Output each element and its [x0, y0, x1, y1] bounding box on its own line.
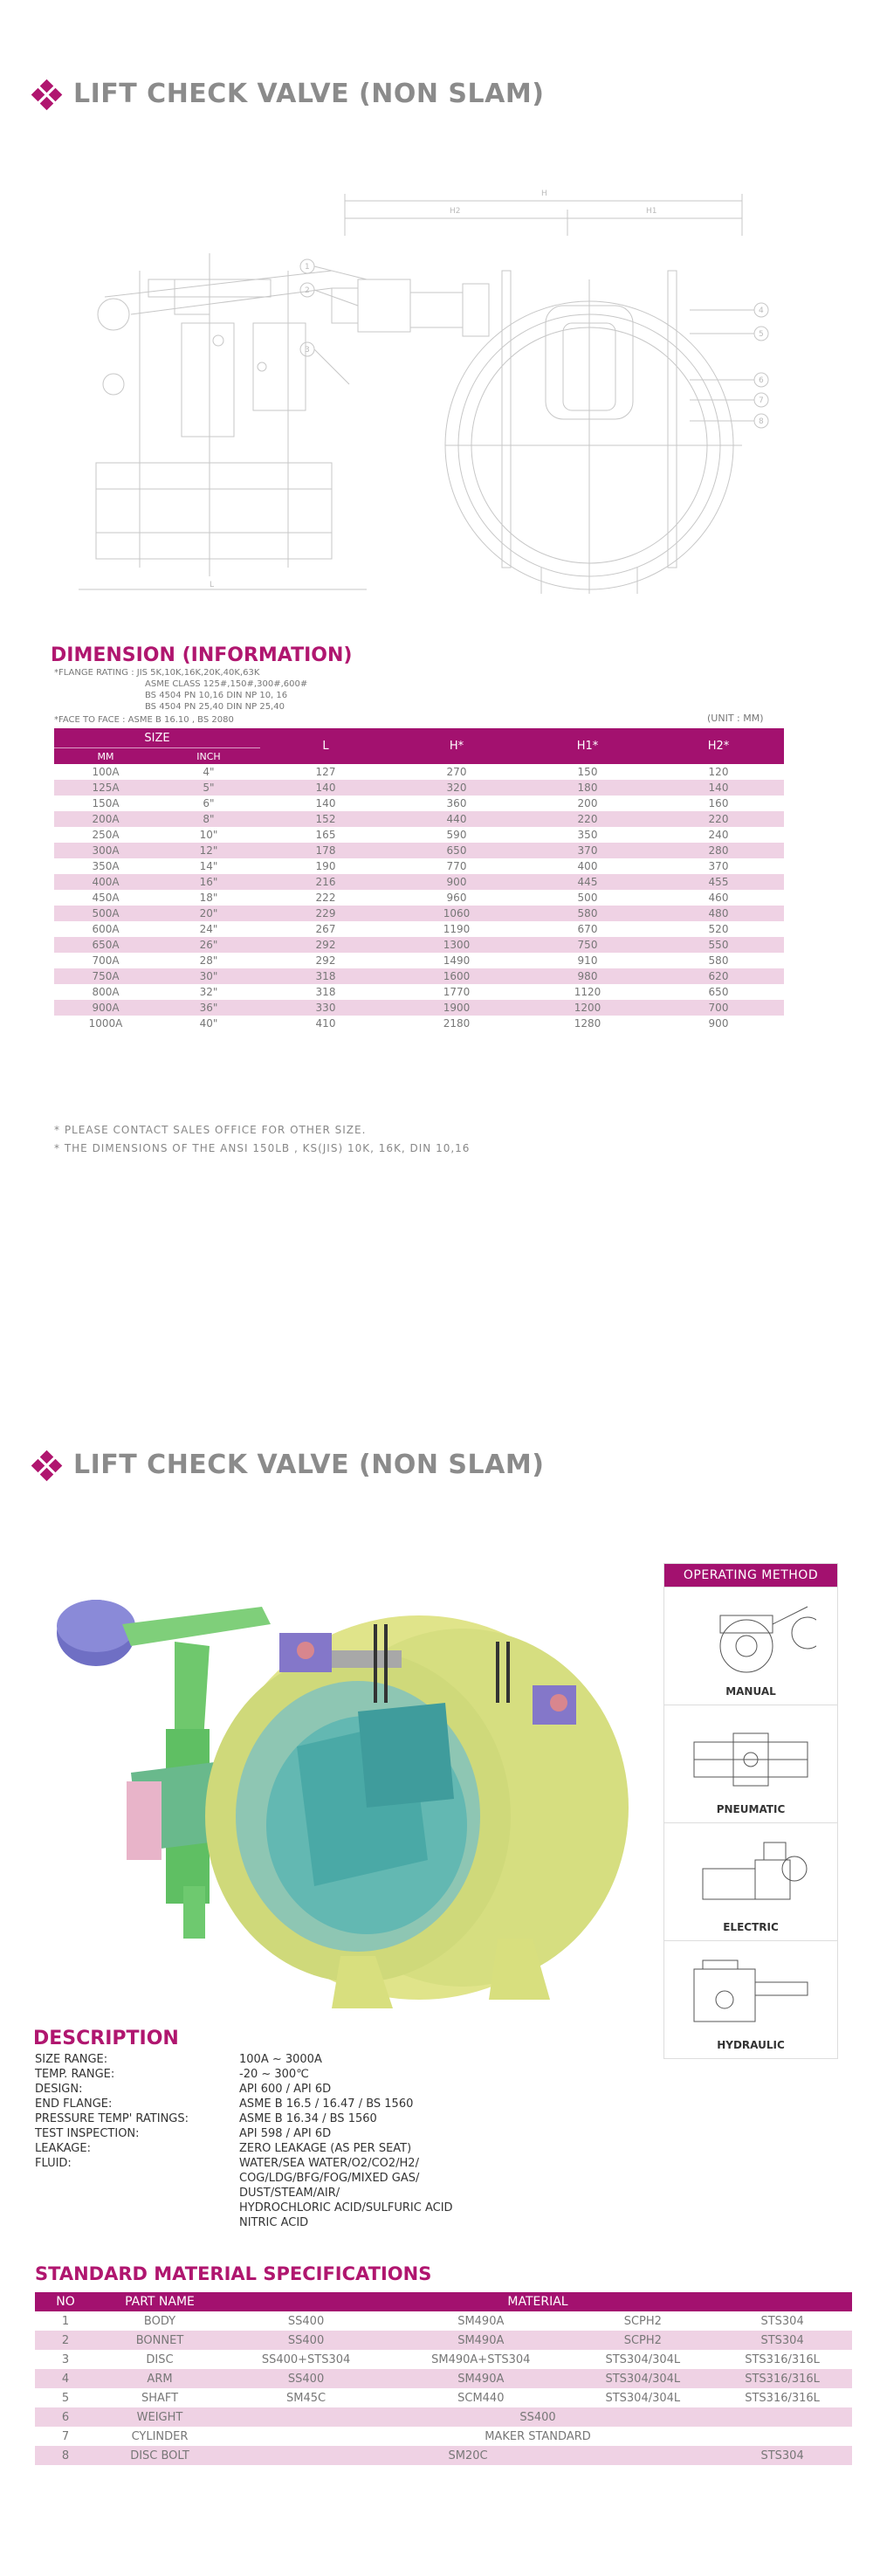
table-row [54, 1016, 784, 1031]
value-h2-cell: 700 [653, 1000, 784, 1016]
part-name-cell: DISC BOLT [96, 2446, 223, 2465]
size-inch-cell: 14" [157, 858, 260, 874]
size-inch-cell: 16" [157, 874, 260, 890]
dim-label-h2: H2 [450, 207, 461, 216]
part-no-cell: 6 [35, 2407, 96, 2427]
value-h2-cell: 580 [653, 953, 784, 968]
value-h2-cell: 160 [653, 796, 784, 811]
size-inch-cell: 4" [157, 764, 260, 780]
value-l-cell: 127 [260, 764, 391, 780]
technical-drawing [79, 183, 794, 594]
description-key: TEMP. RANGE: [35, 2068, 115, 2081]
balloon-label-7: 7 [759, 396, 764, 405]
value-h1-cell: 150 [522, 764, 653, 780]
size-inch-cell: 12" [157, 843, 260, 858]
table-row [54, 953, 784, 968]
description-value [239, 2141, 519, 2156]
value-h-cell: 1770 [391, 984, 522, 1000]
size-inch-cell: 30" [157, 968, 260, 984]
value-h1-cell: 980 [522, 968, 653, 984]
material-cell: STS316/316L [745, 2352, 820, 2366]
value-h-cell: 1300 [391, 937, 522, 953]
value-h-cell: 320 [391, 780, 522, 796]
part-name-cell: BODY [143, 2314, 176, 2328]
material-cell: SS400 [223, 2407, 852, 2427]
balloon-label-6: 6 [759, 376, 764, 385]
value-l-cell: 292 [260, 953, 391, 968]
value-h1-cell: 750 [522, 937, 653, 953]
header-size: SIZE [54, 728, 260, 748]
value-h1-cell: 670 [522, 921, 653, 937]
value-h1-cell: 370 [522, 843, 653, 858]
value-h2-cell: 120 [653, 764, 784, 780]
value-h-cell: 1190 [391, 921, 522, 937]
size-mm-cell: 150A [54, 796, 157, 811]
value-h1-cell: 200 [522, 796, 653, 811]
materials-table-wrap [35, 2292, 852, 2465]
table-row [35, 2369, 852, 2388]
valve-3d-render [44, 1572, 655, 2026]
description-value-line: 100A ~ 3000A [239, 2053, 322, 2066]
dim-label-l: L [210, 581, 215, 589]
operating-manual[interactable] [664, 1587, 837, 1705]
value-l-cell: 318 [260, 968, 391, 984]
value-h1-cell: 445 [522, 874, 653, 890]
table-row [35, 2350, 852, 2369]
table-row [54, 906, 784, 921]
value-h-cell: 2180 [391, 1016, 522, 1031]
material-cell: MAKER STANDARD [485, 2429, 591, 2443]
size-mm-cell: 400A [54, 874, 157, 890]
value-l-cell: 140 [260, 796, 391, 811]
dim-label-h1: H1 [646, 207, 657, 216]
value-h1-cell: 500 [522, 890, 653, 906]
table-row [35, 2446, 852, 2465]
value-l-cell: 178 [260, 843, 391, 858]
table-row [54, 858, 784, 874]
value-l-cell: 152 [260, 811, 391, 827]
value-l-cell: 190 [260, 858, 391, 874]
balloon-label-1: 1 [305, 263, 310, 272]
value-h1-cell: 400 [522, 858, 653, 874]
value-h-cell: 650 [391, 843, 522, 858]
size-mm-cell: 500A [54, 906, 157, 921]
part-no-cell: 2 [35, 2331, 96, 2350]
value-h2-cell: 900 [653, 1016, 784, 1031]
part-name-cell: CYLINDER [131, 2429, 189, 2443]
diamond-logo-icon [31, 79, 61, 109]
table-row [54, 984, 784, 1000]
material-cell: SS400+STS304 [261, 2352, 351, 2366]
description-value-line: -20 ~ 300℃ [239, 2068, 309, 2081]
value-h1-cell: 1120 [522, 984, 653, 1000]
size-inch-cell: 36" [157, 1000, 260, 1016]
table-row [35, 2407, 852, 2427]
description-value [239, 2097, 519, 2111]
material-cell: SM20C [223, 2446, 712, 2465]
value-l-cell: 165 [260, 827, 391, 843]
value-h-cell: 960 [391, 890, 522, 906]
value-h2-cell: 620 [653, 968, 784, 984]
page-title: LIFT CHECK VALVE (NON SLAM) [73, 79, 545, 109]
header-material: MATERIAL [223, 2292, 852, 2311]
value-h2-cell: 240 [653, 827, 784, 843]
value-h2-cell: 370 [653, 858, 784, 874]
value-l-cell: 140 [260, 780, 391, 796]
size-mm-cell: 700A [54, 953, 157, 968]
size-mm-cell: 250A [54, 827, 157, 843]
size-mm-cell: 200A [54, 811, 157, 827]
value-h2-cell: 280 [653, 843, 784, 858]
operating-method-panel [663, 1563, 838, 2059]
operating-pneumatic-label: PNEUMATIC [716, 1803, 786, 1815]
table-row [54, 1000, 784, 1016]
section-title-1 [31, 79, 544, 109]
size-inch-cell: 28" [157, 953, 260, 968]
header-h: H* [391, 728, 522, 764]
size-mm-cell: 1000A [54, 1016, 157, 1031]
description-row [35, 2126, 519, 2141]
table-row [54, 843, 784, 858]
size-inch-cell: 5" [157, 780, 260, 796]
part-name-cell: ARM [96, 2369, 223, 2388]
size-mm-cell: 750A [54, 968, 157, 984]
section-2-title: LIFT CHECK VALVE (NON SLAM) [73, 1450, 545, 1480]
value-h2-cell: 140 [653, 780, 784, 796]
description-key: DESIGN: [35, 2083, 83, 2096]
value-h-cell: 1600 [391, 968, 522, 984]
table-row [35, 2427, 852, 2446]
part-name-cell: DISC [146, 2352, 174, 2366]
material-cell: STS316/316L [712, 2369, 852, 2388]
material-cell: SM490A [388, 2369, 573, 2388]
pneumatic-actuator-icon [685, 1716, 816, 1799]
description-value-line: NITRIC ACID [239, 2216, 309, 2229]
description-value-line: COG/LDG/BFG/FOG/MIXED GAS/ [239, 2172, 420, 2185]
material-cell: STS304 [712, 2446, 852, 2465]
balloon-label-4: 4 [759, 307, 764, 315]
value-h1-cell: 1200 [522, 1000, 653, 1016]
description-value [239, 2111, 519, 2126]
description-row [35, 2141, 519, 2156]
value-h-cell: 440 [391, 811, 522, 827]
note-bs-1: BS 4504 PN 10,16 DIN NP 10, 16 [145, 691, 288, 700]
size-inch-cell: 8" [157, 811, 260, 827]
description-key: LEAKAGE: [35, 2142, 91, 2155]
material-cell: STS316/316L [745, 2391, 820, 2405]
materials-table [35, 2292, 852, 2465]
value-h1-cell: 910 [522, 953, 653, 968]
balloon-label-2: 2 [305, 286, 310, 295]
description-value [239, 2156, 519, 2230]
value-h2-cell: 550 [653, 937, 784, 953]
header-no: NO [35, 2292, 96, 2311]
material-cell: STS304 [760, 2314, 804, 2328]
value-l-cell: 318 [260, 984, 391, 1000]
table-row [54, 827, 784, 843]
description-key: SIZE RANGE: [35, 2053, 108, 2066]
balloon-label-8: 8 [759, 417, 764, 426]
table-row [54, 796, 784, 811]
size-inch-cell: 18" [157, 890, 260, 906]
size-inch-cell: 26" [157, 937, 260, 953]
description-row [35, 2082, 519, 2097]
value-h1-cell: 1280 [522, 1016, 653, 1031]
description-value [239, 2052, 519, 2067]
size-inch-cell: 10" [157, 827, 260, 843]
table-row [54, 764, 784, 780]
footnote-contact: * PLEASE CONTACT SALES OFFICE FOR OTHER SIZE. [54, 1124, 367, 1136]
part-no-cell: 4 [35, 2369, 96, 2388]
operating-hydraulic-label: HYDRAULIC [717, 2039, 785, 2051]
description-row [35, 2111, 519, 2126]
material-cell: SCM440 [457, 2391, 505, 2405]
dimension-title: DIMENSION (INFORMATION) [51, 644, 353, 666]
description-row [35, 2097, 519, 2111]
material-cell: STS304/304L [573, 2369, 712, 2388]
operating-electric[interactable] [664, 1822, 837, 1940]
description-value [239, 2067, 519, 2082]
size-mm-cell: 800A [54, 984, 157, 1000]
value-h2-cell: 460 [653, 890, 784, 906]
size-mm-cell: 600A [54, 921, 157, 937]
operating-manual-label: MANUAL [725, 1685, 776, 1698]
material-cell: STS304/304L [605, 2352, 681, 2366]
material-cell: SCPH2 [573, 2331, 712, 2350]
part-no-cell: 3 [61, 2352, 70, 2366]
electric-actuator-icon [685, 1834, 816, 1917]
manual-actuator-icon [685, 1598, 816, 1681]
note-face-to-face: *FACE TO FACE : ASME B 16.10 , BS 2080 [54, 715, 234, 725]
table-row [54, 780, 784, 796]
description-value [239, 2082, 519, 2097]
part-no-cell: 5 [61, 2391, 70, 2405]
materials-title: STANDARD MATERIAL SPECIFICATIONS [35, 2263, 432, 2284]
table-row [35, 2388, 852, 2407]
material-cell: STS304 [712, 2331, 852, 2350]
value-l-cell: 267 [260, 921, 391, 937]
value-h2-cell: 220 [653, 811, 784, 827]
value-h-cell: 900 [391, 874, 522, 890]
value-h-cell: 770 [391, 858, 522, 874]
table-row [54, 968, 784, 984]
note-flange-rating: *FLANGE RATING : JIS 5K,10K,16K,20K,40K,63K [54, 668, 260, 678]
part-no-cell: 1 [61, 2314, 70, 2328]
part-no-cell: 7 [61, 2429, 70, 2443]
material-cell: SCPH2 [623, 2314, 662, 2328]
description-value-line: ASME B 16.5 / 16.47 / BS 1560 [239, 2097, 414, 2111]
description-value-line: API 600 / API 6D [239, 2083, 332, 2096]
size-inch-cell: 32" [157, 984, 260, 1000]
part-name-cell: SHAFT [141, 2391, 179, 2405]
description-title: DESCRIPTION [33, 2028, 179, 2049]
balloon-label-3: 3 [305, 346, 310, 355]
header-h1: H1* [522, 728, 653, 764]
operating-pneumatic[interactable] [664, 1705, 837, 1822]
description-key: TEST INSPECTION: [35, 2127, 140, 2140]
description-value-line: DUST/STEAM/AIR/ [239, 2187, 340, 2200]
material-cell: SS400 [223, 2369, 388, 2388]
value-h2-cell: 455 [653, 874, 784, 890]
value-h-cell: 1490 [391, 953, 522, 968]
description-key: FLUID: [35, 2157, 72, 2170]
size-mm-cell: 100A [54, 764, 157, 780]
value-h-cell: 1060 [391, 906, 522, 921]
size-mm-cell: 650A [54, 937, 157, 953]
table-row [54, 874, 784, 890]
value-h1-cell: 220 [522, 811, 653, 827]
description-key: PRESSURE TEMP' RATINGS: [35, 2112, 189, 2125]
value-h-cell: 590 [391, 827, 522, 843]
size-inch-cell: 6" [157, 796, 260, 811]
material-cell: STS304/304L [605, 2391, 681, 2405]
table-row [35, 2311, 852, 2331]
section-title-2 [31, 1450, 544, 1480]
size-mm-cell: 450A [54, 890, 157, 906]
value-l-cell: 330 [260, 1000, 391, 1016]
value-h1-cell: 350 [522, 827, 653, 843]
description-value-line: WATER/SEA WATER/O2/CO2/H2/ [239, 2157, 419, 2170]
diamond-logo-icon [31, 1450, 61, 1480]
note-bs-2: BS 4504 PN 25,40 DIN NP 25,40 [145, 702, 285, 712]
part-name-cell: WEIGHT [96, 2407, 223, 2427]
table-row [54, 937, 784, 953]
value-h-cell: 1900 [391, 1000, 522, 1016]
footnote-dimensions: * THE DIMENSIONS OF THE ANSI 150LB , KS(JIS) 10K, 16K, DIN 10,16 [54, 1142, 471, 1154]
value-l-cell: 222 [260, 890, 391, 906]
value-l-cell: 292 [260, 937, 391, 953]
header-inch: INCH [157, 748, 260, 765]
dim-label-h: H [541, 189, 547, 198]
value-h2-cell: 520 [653, 921, 784, 937]
description-key: END FLANGE: [35, 2097, 113, 2111]
value-h2-cell: 480 [653, 906, 784, 921]
description-row [35, 2067, 519, 2082]
value-l-cell: 229 [260, 906, 391, 921]
header-part-name: PART NAME [96, 2292, 223, 2311]
size-inch-cell: 40" [157, 1016, 260, 1031]
value-h-cell: 270 [391, 764, 522, 780]
description-value [239, 2126, 519, 2141]
table-row [54, 890, 784, 906]
size-inch-cell: 20" [157, 906, 260, 921]
value-h1-cell: 180 [522, 780, 653, 796]
hydraulic-actuator-icon [685, 1952, 816, 2035]
part-no-cell: 8 [35, 2446, 96, 2465]
value-h2-cell: 650 [653, 984, 784, 1000]
value-h1-cell: 580 [522, 906, 653, 921]
description-value-line: HYDROCHLORIC ACID/SULFURIC ACID [239, 2201, 453, 2214]
material-cell: SS400 [287, 2314, 325, 2328]
size-mm-cell: 900A [54, 1000, 157, 1016]
size-inch-cell: 24" [157, 921, 260, 937]
description-value-line: ZERO LEAKAGE (AS PER SEAT) [239, 2142, 412, 2155]
operating-electric-label: ELECTRIC [723, 1921, 779, 1933]
value-l-cell: 216 [260, 874, 391, 890]
material-cell: SM45C [286, 2391, 327, 2405]
size-mm-cell: 300A [54, 843, 157, 858]
unit-label: (UNIT : MM) [707, 713, 764, 724]
operating-hydraulic[interactable] [664, 1940, 837, 2058]
header-mm: MM [54, 748, 157, 765]
note-asme: ASME CLASS 125#,150#,300#,600# [145, 679, 308, 689]
description-row [35, 2052, 519, 2067]
size-mm-cell: 125A [54, 780, 157, 796]
operating-method-title: OPERATING METHOD [664, 1564, 837, 1587]
table-row [54, 811, 784, 827]
description-value-line: API 598 / API 6D [239, 2127, 332, 2140]
balloon-label-5: 5 [759, 330, 764, 339]
value-l-cell: 410 [260, 1016, 391, 1031]
dimension-table [54, 728, 784, 1031]
value-h-cell: 360 [391, 796, 522, 811]
material-cell: SM490A [457, 2314, 505, 2328]
size-mm-cell: 350A [54, 858, 157, 874]
part-name-cell: BONNET [96, 2331, 223, 2350]
description-list [35, 2052, 519, 2230]
table-row [35, 2331, 852, 2350]
header-h2: H2* [653, 728, 784, 764]
table-row [54, 921, 784, 937]
dimension-table-wrap [54, 728, 784, 1031]
header-l: L [260, 728, 391, 764]
dimension-notes [54, 667, 307, 713]
material-cell: SM490A+STS304 [431, 2352, 531, 2366]
material-cell: SM490A [388, 2331, 573, 2350]
description-value-line: ASME B 16.34 / BS 1560 [239, 2112, 377, 2125]
material-cell: SS400 [223, 2331, 388, 2350]
description-row [35, 2156, 519, 2230]
